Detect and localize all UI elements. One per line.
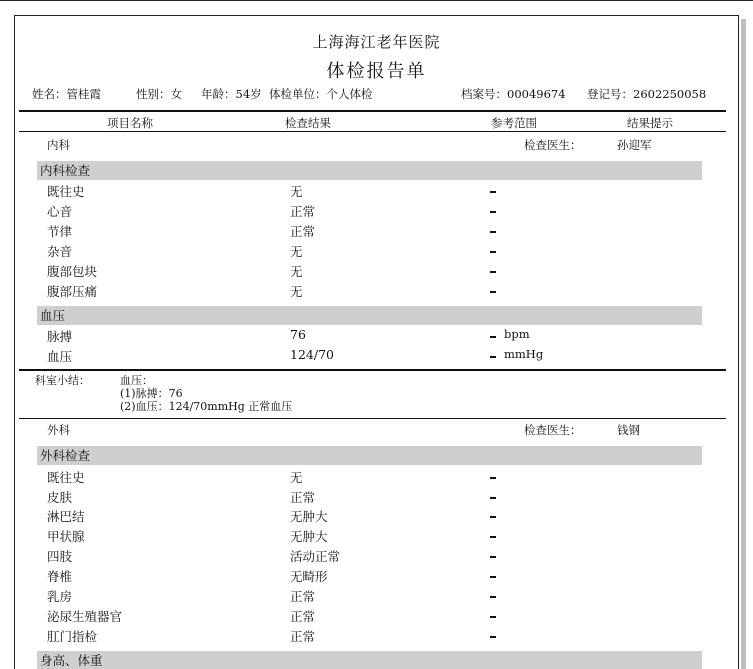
- section-blood-pressure: 血压: [37, 306, 702, 325]
- range-dash: [490, 271, 496, 273]
- table-row: [15, 327, 740, 347]
- table-row: [15, 627, 740, 647]
- item-unit: mmHg: [504, 347, 544, 361]
- external-dept-name: 外科: [47, 423, 70, 437]
- range-dash: [490, 191, 496, 193]
- item-name: 甲状腺: [47, 529, 85, 544]
- item-name: 乳房: [47, 589, 73, 604]
- item-name: 泌尿生殖器官: [47, 609, 123, 624]
- hospital-name: 上海海江老年医院: [312, 33, 441, 51]
- range-dash: [490, 556, 496, 558]
- item-result: 无肿大: [290, 509, 328, 524]
- table-row: [15, 607, 740, 627]
- header-rule: [19, 110, 726, 112]
- item-name: 心音: [47, 204, 73, 219]
- range-dash: [490, 497, 496, 499]
- column-header-item: 项目名称: [107, 116, 153, 130]
- item-name: 肛门指检: [47, 629, 98, 644]
- column-header-range: 参考范围: [491, 116, 537, 130]
- range-dash: [490, 576, 496, 578]
- item-name: 血压: [47, 349, 73, 364]
- item-result: 正常: [290, 589, 316, 604]
- summary-line: (2)血压：124/70mmHg 正常血压: [120, 400, 293, 413]
- item-name: 既往史: [47, 470, 85, 485]
- item-name: 皮肤: [47, 490, 73, 505]
- column-header-result: 检查结果: [285, 116, 331, 130]
- table-row: [15, 202, 740, 222]
- item-result: 无畸形: [290, 569, 328, 584]
- range-dash: [490, 477, 496, 479]
- item-name: 脉搏: [47, 329, 73, 344]
- item-name: 淋巴结: [47, 509, 85, 524]
- item-name: 腹部压痛: [47, 284, 98, 299]
- page-shadow: [741, 19, 746, 669]
- table-row: [15, 242, 740, 262]
- range-dash: [490, 616, 496, 618]
- table-row: [15, 222, 740, 242]
- item-result: 无: [290, 470, 303, 485]
- table-row: [15, 488, 740, 508]
- section-height-weight: 身高、体重: [37, 651, 702, 669]
- summary-line: 血压：: [120, 374, 153, 387]
- item-result: 正常: [290, 609, 316, 624]
- item-result: 活动正常: [290, 549, 341, 564]
- column-header-rule: [19, 131, 726, 132]
- item-result: 正常: [290, 490, 316, 505]
- section-external-exam: 外科检查: [37, 446, 702, 465]
- item-name: 四肢: [47, 549, 73, 564]
- table-row: [15, 547, 740, 567]
- item-result: 无: [290, 184, 303, 199]
- range-dash: [490, 636, 496, 638]
- item-result: 正常: [290, 224, 316, 239]
- dept-divider-rule: [19, 418, 726, 419]
- range-dash: [490, 356, 496, 358]
- range-dash: [490, 211, 496, 213]
- range-dash: [490, 536, 496, 538]
- table-row: [15, 347, 740, 367]
- item-name: 腹部包块: [47, 264, 98, 279]
- internal-dept-name: 内科: [47, 138, 70, 152]
- summary-label: 科室小结：: [35, 374, 90, 387]
- external-doctor-name: 钱钢: [617, 423, 640, 437]
- item-name: 脊椎: [47, 569, 73, 584]
- external-doctor-label: 检查医生：: [524, 423, 582, 437]
- table-row: [15, 468, 740, 488]
- column-header-hint: 结果提示: [627, 116, 673, 130]
- item-name: 既往史: [47, 184, 85, 199]
- item-result: 无: [290, 284, 303, 299]
- item-result: 124/70: [290, 347, 334, 362]
- summary-line: (1)脉搏：76: [120, 387, 183, 400]
- summary-rule: [19, 369, 726, 371]
- registration-number: 登记号：2602250058: [587, 87, 707, 101]
- item-result: 76: [290, 327, 306, 342]
- item-result: 无: [290, 264, 303, 279]
- item-name: 节律: [47, 224, 73, 239]
- item-result: 正常: [290, 204, 316, 219]
- range-dash: [490, 516, 496, 518]
- table-row: [15, 507, 740, 527]
- report-document: [14, 15, 739, 669]
- table-row: [15, 262, 740, 282]
- table-row: [15, 567, 740, 587]
- table-row: [15, 527, 740, 547]
- range-dash: [490, 596, 496, 598]
- internal-doctor-label: 检查医生：: [524, 138, 582, 152]
- item-result: 正常: [290, 629, 316, 644]
- range-dash: [490, 251, 496, 253]
- item-unit: bpm: [504, 327, 530, 341]
- section-internal-exam: 内科检查: [37, 161, 702, 180]
- table-row: [15, 587, 740, 607]
- range-dash: [490, 336, 496, 338]
- range-dash: [490, 291, 496, 293]
- item-name: 杂音: [47, 244, 73, 259]
- item-result: 无肿大: [290, 529, 328, 544]
- report-title: 体检报告单: [326, 61, 427, 82]
- patient-name: 姓名：管桂霞: [32, 87, 101, 101]
- patient-unit: 体检单位：个人体检: [269, 87, 373, 101]
- patient-gender: 性别：女: [136, 87, 182, 101]
- item-result: 无: [290, 244, 303, 259]
- table-row: [15, 282, 740, 302]
- internal-doctor-name: 孙迎军: [617, 138, 652, 152]
- range-dash: [490, 231, 496, 233]
- patient-age: 年龄：54岁: [201, 87, 262, 101]
- table-row: [15, 182, 740, 202]
- file-number: 档案号：00049674: [461, 87, 566, 101]
